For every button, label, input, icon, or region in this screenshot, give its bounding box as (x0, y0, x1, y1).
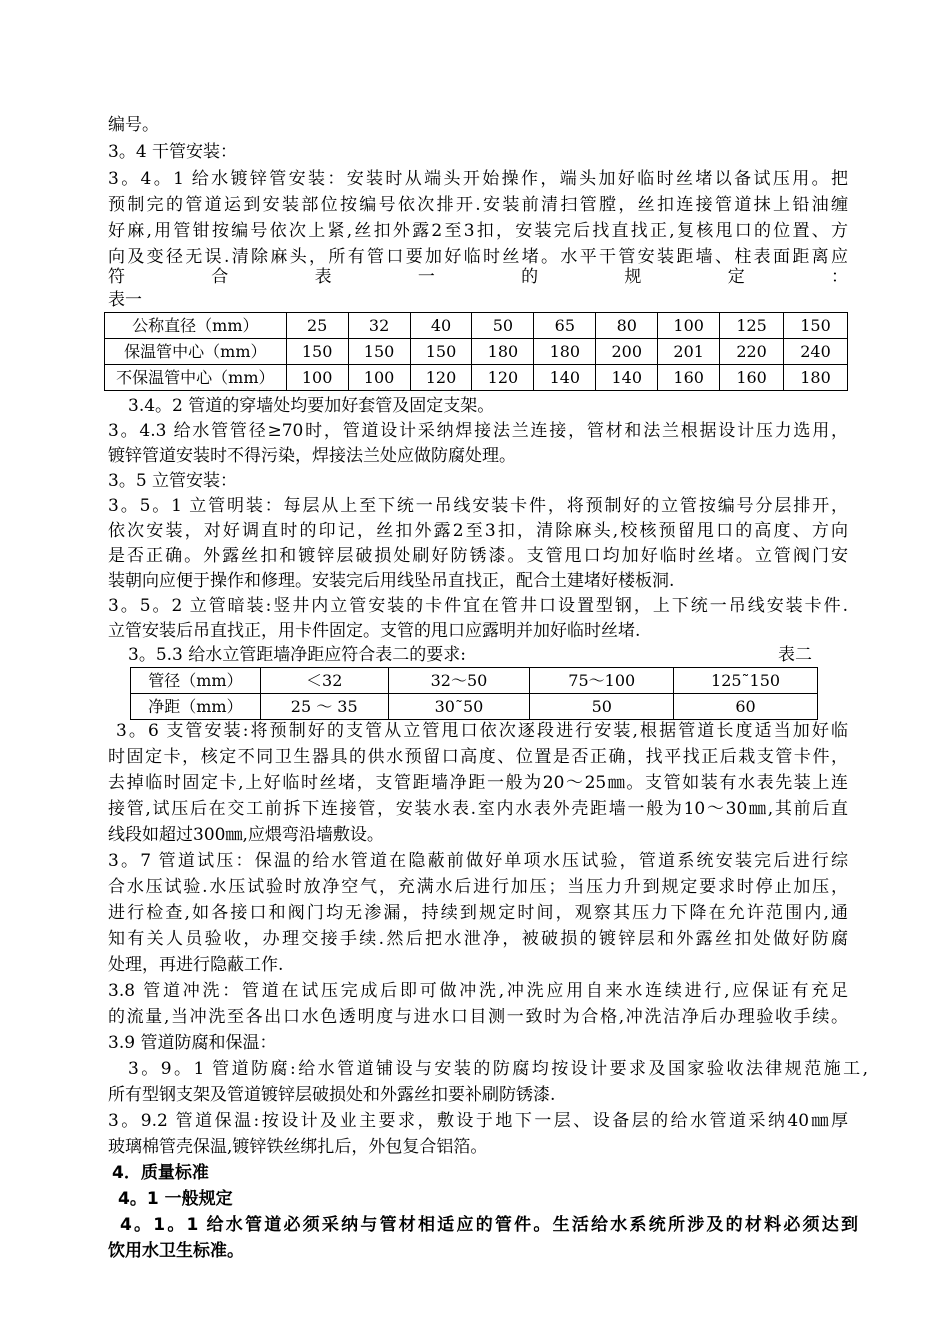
text-line: 3。9。1 管道防腐:给水管道铺设与安装的防腐均按设计要求及国家验收法律规范施工, (128, 1059, 868, 1079)
text-line: 3。6 支管安装:将预制好的支管从立管甩口依次逐段进行安装,根据管道长度适当加好临 (116, 721, 848, 741)
table-row (105, 313, 848, 339)
table-cell: 50 (530, 694, 674, 720)
table-cell: 180 (784, 365, 848, 391)
text-line: 3。5.3 给水立管距墙净距应符合表二的要求: (128, 645, 466, 665)
table-cell: 201 (658, 339, 720, 365)
table-cell: 30˜50 (388, 694, 530, 720)
spread-char: 规 (624, 267, 642, 287)
text-line: 编号。 (108, 115, 159, 135)
table-cell: 150 (784, 313, 848, 339)
table-cell: 160 (720, 365, 784, 391)
table-cell: 200 (596, 339, 658, 365)
table-cell: 保温管中心（mm） (105, 339, 287, 365)
table-row (105, 339, 848, 365)
table-cell: 40 (410, 313, 472, 339)
table-caption: 表二 (778, 645, 812, 665)
text-line: 3。5。2 立管暗装:竖井内立管安装的卡件宜在管井口设置型钢，上下统一吊线安装卡件. (108, 596, 848, 616)
text-line: 合水压试验.水压试验时放净空气，充满水后进行加压；当压力升到规定要求时停止加压， (108, 877, 848, 897)
text-line: 装朝向应便于操作和修理。安装完后用线坠吊直找正，配合土建堵好楼板洞. (108, 571, 675, 591)
text-line: 进行检查,如各接口和阀门均无渗漏，持续到规定时间，观察其压力下降在允许范围内,通 (108, 903, 848, 923)
text-line: 知有关人员验收，办理交接手续.然后把水泄净，被破损的镀锌层和外露丝扣处做好防腐 (108, 929, 848, 949)
table-cell: 25 ～ 35 (260, 694, 388, 720)
text-line: 玻璃棉管壳保温,镀锌铁丝绑扎后，外包复合铝箔。 (108, 1137, 488, 1157)
table-row (131, 668, 818, 694)
table-cell: 180 (472, 339, 534, 365)
table-caption: 表一 (108, 290, 142, 310)
text-line: 线段如超过300㎜,应煨弯沿墙敷设。 (108, 825, 384, 845)
table-cell: ＜32 (260, 668, 388, 694)
table-cell: 160 (658, 365, 720, 391)
table-cell: 140 (534, 365, 596, 391)
spread-char: 符 (108, 267, 125, 287)
table-cell: 150 (410, 339, 472, 365)
chapter-heading: 4．质量标准 (112, 1163, 209, 1183)
text-line: 3。5。1 立管明装：每层从上至下统一吊线安装卡件，将预制好的立管按编号分层排开， (108, 496, 848, 516)
table-cell: 220 (720, 339, 784, 365)
text-line: 处理，再进行隐蔽工作. (108, 955, 284, 975)
text-line: 依次安装，对好调直时的印记，丝扣外露2至3扣，清除麻头,校核预留甩口的高度、方向 (108, 521, 848, 541)
text-line: 时固定卡，核定不同卫生器具的供水预留口高度、位置是否正确，找平找正后栽支管卡件， (108, 747, 848, 767)
text-line: 向及变径无误.清除麻头，所有管口要加好临时丝堵。水平干管安装距墙、柱表面距离应 (108, 247, 848, 267)
table-cell: 32 (348, 313, 410, 339)
table-cell: 管径（mm） (131, 668, 261, 694)
table-cell: 180 (534, 339, 596, 365)
table-cell: 120 (472, 365, 534, 391)
text-line: 的流量,当冲洗至各出口水色透明度与进水口目测一致时为合格,冲洗洁净后办理验收手续。 (108, 1007, 848, 1027)
text-line: 3。4。1 给水镀锌管安装：安装时从端头开始操作，端头加好临时丝堵以备试压用。把 (108, 169, 848, 189)
table-cell: 65 (534, 313, 596, 339)
table-cell: 120 (410, 365, 472, 391)
table-cell: 140 (596, 365, 658, 391)
spread-char: 的 (521, 267, 539, 287)
table-cell: 100 (348, 365, 410, 391)
section-heading: 3。4 干管安装： (108, 142, 238, 162)
table-cell: 25 (286, 313, 348, 339)
table-cell: 32～50 (388, 668, 530, 694)
table-cell: 80 (596, 313, 658, 339)
spread-char: 合 (211, 267, 229, 287)
section-heading: 3。5 立管安装： (108, 471, 238, 491)
text-line: 4。1。1 给水管道必须采纳与管材相适应的管件。生活给水系统所涉及的材料必须达到 (120, 1215, 858, 1235)
table-cell: 不保温管中心（mm） (105, 365, 287, 391)
table-cell: 125˜150 (674, 668, 818, 694)
text-line: 所有型钢支架及管道镀锌层破损处和外露丝扣要补刷防锈漆. (108, 1085, 556, 1105)
table-cell: 60 (674, 694, 818, 720)
table-cell: 50 (472, 313, 534, 339)
table-cell: 240 (784, 339, 848, 365)
text-line: 立管安装后吊直找正，用卡件固定。支管的甩口应露明并加好临时丝堵. (108, 621, 641, 641)
text-line: 3。4.3 给水管管径≥70时，管道设计采纳焊接法兰连接，管材和法兰根据设计压力选用， (108, 421, 848, 441)
table-cell: 100 (658, 313, 720, 339)
text-line: 好麻,用管钳按编号依次上紧,丝扣外露2至3扣，安装完后找直找正,复核甩口的位置、方 (108, 221, 848, 241)
table-cell: 净距（mm） (131, 694, 261, 720)
spread-char: ： (830, 267, 848, 287)
table-cell: 75～100 (530, 668, 674, 694)
spread-char: 一 (417, 267, 435, 287)
text-line: 3。9.2 管道保温:按设计及业主要求，敷设于地下一层、设备层的给水管道采纳40㎜厚 (108, 1111, 848, 1131)
text-line: 3.8 管道冲洗：管道在试压完成后即可做冲洗,冲洗应用自来水连续进行,应保证有充足 (108, 981, 848, 1001)
text-line: 3。7 管道试压：保温的给水管道在隐蔽前做好单项水压试验，管道系统安装完后进行综 (108, 851, 848, 871)
text-line: 是否正确。外露丝扣和镀锌层破损处刷好防锈漆。支管甩口均加好临时丝堵。立管阀门安 (108, 546, 848, 566)
text-line: 饮用水卫生标准。 (108, 1241, 244, 1261)
text-line: 镀锌管道安装时不得污染，焊接法兰处应做防腐处理。 (108, 446, 516, 466)
table-cell: 公称直径（mm） (105, 313, 287, 339)
section-heading: 3.9 管道防腐和保温： (108, 1033, 277, 1053)
spread-char: 定 (727, 267, 745, 287)
text-line: 预制完的管道运到安装部位按编号依次排开.安装前清扫管膛，丝扣连接管道抹上铅油缠 (108, 195, 848, 215)
text-line: 接管,试压后在交工前拆下连接管，安装水表.室内水表外壳距墙一般为10～30㎜,其前后直 (108, 799, 848, 819)
table-cell: 150 (286, 339, 348, 365)
section-heading: 4。1 一般规定 (118, 1189, 233, 1209)
pipe-spacing-table-1 (104, 312, 848, 391)
text-line: 3.4。2 管道的穿墙处均要加好套管及固定支架。 (128, 396, 495, 416)
table-cell: 100 (286, 365, 348, 391)
table-cell: 125 (720, 313, 784, 339)
pipe-wall-distance-table-2 (130, 667, 818, 720)
table-cell: 150 (348, 339, 410, 365)
spread-char: 表 (314, 267, 332, 287)
table-row (105, 365, 848, 391)
text-line: 去掉临时固定卡,上好临时丝堵，支管距墙净距一般为20～25㎜。支管如装有水表先装上连 (108, 773, 848, 793)
table-row (131, 694, 818, 720)
